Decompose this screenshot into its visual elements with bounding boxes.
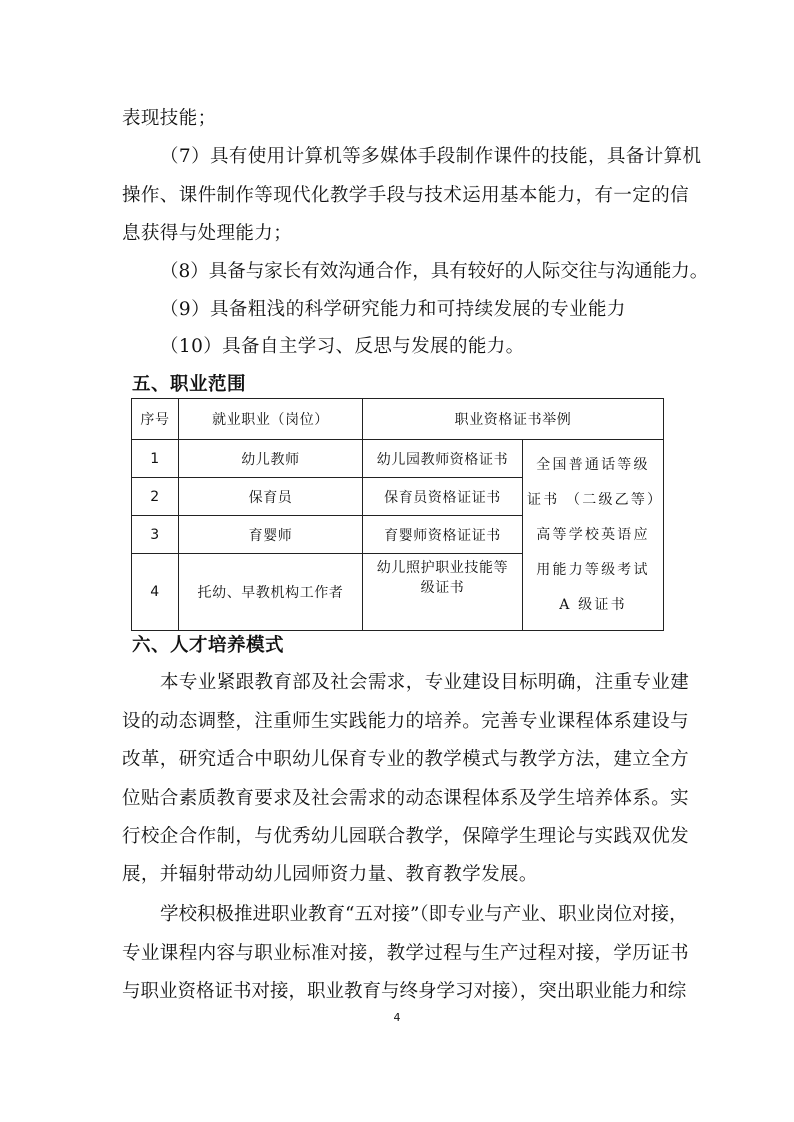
shared-cert-line: 用能力等级考试 bbox=[536, 561, 650, 578]
text-line: 设的动态调整，注重师生实践能力的培养。完善专业课程体系建设与 bbox=[122, 711, 690, 732]
section-heading: 六、人才培养模式 bbox=[132, 635, 285, 656]
text-line: 改革，研究适合中职幼儿保育专业的教学模式与教学方法，建立全方 bbox=[122, 749, 690, 770]
job-table bbox=[131, 398, 664, 631]
cell-cert: 保育员资格证证书 bbox=[363, 478, 523, 516]
page-number: 4 bbox=[393, 1011, 401, 1024]
section-heading: 五、职业范围 bbox=[132, 374, 247, 395]
header-cert: 职业资格证书举例 bbox=[363, 399, 664, 440]
table-row bbox=[132, 440, 664, 478]
shared-cert-line: 证书 （二级乙等） bbox=[527, 491, 664, 508]
cell-job: 育婴师 bbox=[179, 516, 363, 554]
shared-cert-line: 高等学校英语应 bbox=[536, 526, 650, 543]
cell-no: 2 bbox=[132, 478, 179, 516]
text-line: 操作、课件制作等现代化教学手段与技术运用基本能力，有一定的信 bbox=[122, 185, 690, 206]
text-line: （7）具有使用计算机等多媒体手段制作课件的技能，具备计算机 bbox=[160, 146, 702, 167]
header-job: 就业职业（岗位） bbox=[179, 399, 363, 440]
text-line: 与职业资格证书对接，职业教育与终身学习对接），突出职业能力和综 bbox=[122, 981, 687, 1002]
cell-no: 4 bbox=[132, 554, 179, 631]
text-line: 表现技能； bbox=[122, 108, 217, 129]
text-line: 展，并辐射带动幼儿园师资力量、教育教学发展。 bbox=[122, 864, 538, 885]
text-line: 专业课程内容与职业标准对接，教学过程与生产过程对接，学历证书 bbox=[122, 943, 690, 964]
text-line: 位贴合素质教育要求及社会需求的动态课程体系及学生培养体系。实 bbox=[122, 788, 690, 809]
cert-line: 幼儿照护职业技能等 bbox=[376, 560, 509, 576]
cell-no: 3 bbox=[132, 516, 179, 554]
text-line: 行校企合作制，与优秀幼儿园联合教学，保障学生理论与实践双优发 bbox=[122, 826, 690, 847]
shared-cert-line: A 级证书 bbox=[559, 596, 627, 613]
cell-cert: 幼儿园教师资格证书 bbox=[363, 440, 523, 478]
header-no: 序号 bbox=[132, 399, 179, 440]
cell-shared-certs bbox=[523, 440, 664, 631]
cell-cert: 育婴师资格证证书 bbox=[363, 516, 523, 554]
cell-no: 1 bbox=[132, 440, 179, 478]
cell-job: 托幼、早教机构工作者 bbox=[179, 554, 363, 631]
cell-job: 保育员 bbox=[179, 478, 363, 516]
cell-job: 幼儿教师 bbox=[179, 440, 363, 478]
shared-cert-line: 全国普通话等级 bbox=[536, 456, 650, 473]
text-line: （8）具备与家长有效沟通合作，具有较好的人际交往与沟通能力。 bbox=[160, 261, 709, 282]
text-line: 本专业紧跟教育部及社会需求，专业建设目标明确，注重专业建 bbox=[160, 672, 690, 693]
text-line: （10）具备自主学习、反思与发展的能力。 bbox=[160, 336, 525, 357]
table-header-row bbox=[132, 399, 664, 440]
text-line: 息获得与处理能力； bbox=[122, 223, 293, 244]
text-line: （9）具备粗浅的科学研究能力和可持续发展的专业能力 bbox=[160, 299, 626, 320]
text-line: 学校积极推进职业教育“五对接”（即专业与产业、职业岗位对接， bbox=[160, 904, 688, 925]
cert-line: 级证书 bbox=[420, 580, 465, 596]
cell-cert bbox=[363, 554, 523, 631]
